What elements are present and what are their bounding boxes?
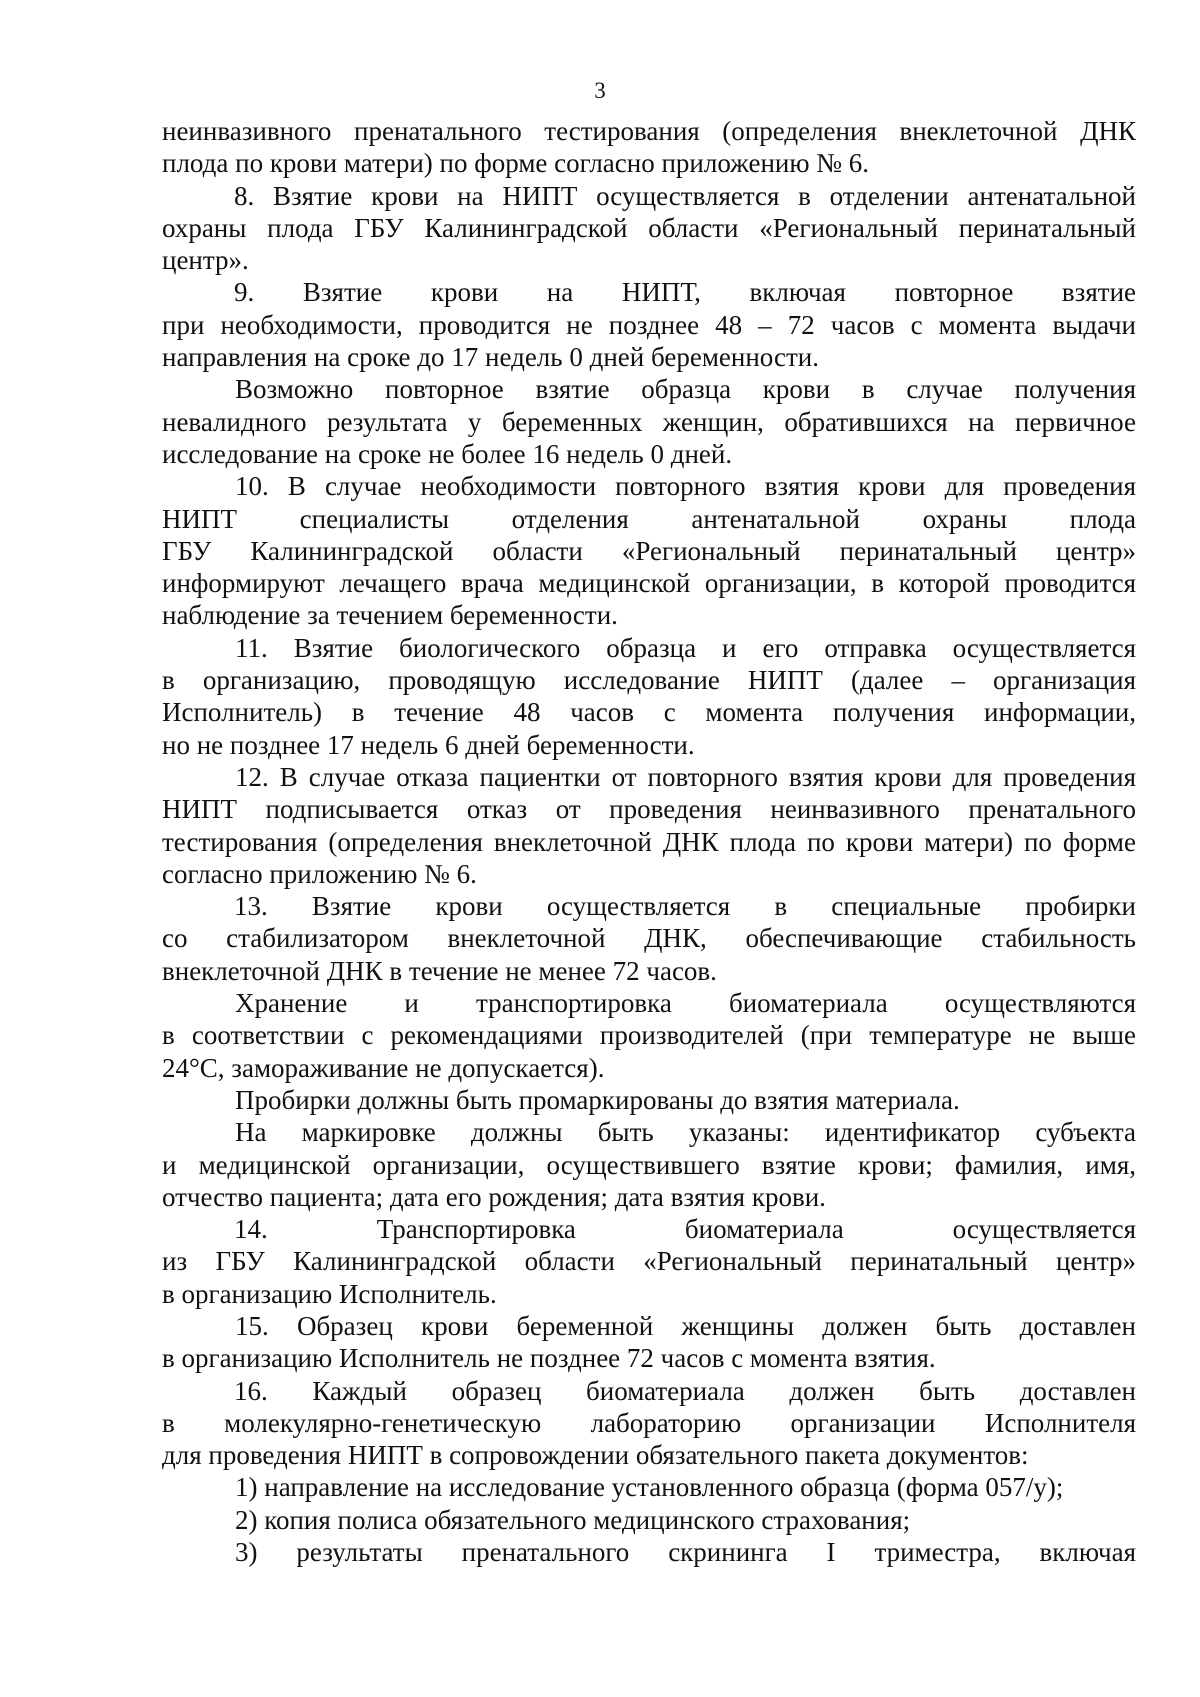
text-line: и медицинской организации, осуществившего взятие крови; фамилия, имя, [162, 1149, 1136, 1180]
text-line: согласно приложению № 6. [162, 858, 477, 889]
text-line: плода по крови матери) по форме согласно приложению № 6. [162, 148, 870, 179]
text-line: 10. В случае необходимости повторного взятия крови для проведения [235, 471, 1136, 502]
document-body [162, 115, 1136, 1568]
text-line: 9. Взятие крови на НИПТ, включая повторное взятие [234, 277, 1136, 308]
text-line: НИПТ специалисты отделения антенатальной охраны плода [162, 503, 1136, 534]
text-line: 1) направление на исследование установленного образца (форма 057/у); [235, 1472, 1064, 1503]
page-number: 3 [594, 78, 606, 103]
text-line: в организацию Исполнитель не позднее 72 часов с момента взятия. [162, 1343, 936, 1374]
text-line: для проведения НИПТ в сопровождении обязательного пакета документов: [162, 1440, 1029, 1471]
text-line: центр». [162, 245, 249, 276]
text-line: 16. Каждый образец биоматериала должен быть доставлен [234, 1375, 1136, 1406]
text-line: 2) копия полиса обязательного медицинского страхования; [235, 1504, 911, 1535]
text-line: отчество пациента; дата его рождения; дата взятия крови. [162, 1181, 826, 1212]
text-line: в организацию Исполнитель. [162, 1278, 497, 1309]
text-line: направления на сроке до 17 недель 0 дней беременности. [162, 342, 819, 373]
text-line: На маркировке должны быть указаны: идентификатор субъекта [235, 1117, 1136, 1148]
text-line: внеклеточной ДНК в течение не менее 72 часов. [162, 955, 717, 986]
text-line: 8. Взятие крови на НИПТ осуществляется в отделении антенатальной [234, 180, 1136, 211]
text-line: неинвазивного пренатального тестирования (определения внеклеточной ДНК [162, 116, 1136, 146]
text-line: из ГБУ Калининградской области «Региональный перинатальный центр» [162, 1246, 1136, 1277]
text-line: исследование на сроке не более 16 недель 0 дней. [162, 438, 733, 469]
text-line: Возможно повторное взятие образца крови в случае получения [235, 374, 1136, 405]
text-line: 13. Взятие крови осуществляется в специальные пробирки [234, 891, 1136, 922]
text-line: 24°С, замораживание не допускается). [162, 1052, 605, 1083]
text-line: 15. Образец крови беременной женщины должен быть доставлен [235, 1310, 1136, 1341]
text-line: невалидного результата у беременных женщин, обратившихся на первичное [162, 406, 1136, 437]
text-line: охраны плода ГБУ Калининградской области «Региональный перинатальный [162, 212, 1136, 243]
text-line: наблюдение за течением беременности. [162, 600, 618, 631]
text-line: тестирования (определения внеклеточной ДНК плода по крови матери) по форме [162, 826, 1136, 857]
text-line: Исполнитель) в течение 48 часов с момента получения информации, [162, 697, 1136, 728]
text-line: Пробирки должны быть промаркированы до взятия материала. [235, 1084, 960, 1115]
text-line: НИПТ подписывается отказ от проведения неинвазивного пренатального [162, 794, 1136, 825]
text-line: но не позднее 17 недель 6 дней беременности. [162, 729, 695, 760]
text-line: в молекулярно-генетическую лабораторию организации Исполнителя [162, 1407, 1136, 1438]
text-line: 12. В случае отказа пациентки от повторного взятия крови для проведения [235, 761, 1136, 792]
text-line: со стабилизатором внеклеточной ДНК, обеспечивающие стабильность [162, 923, 1136, 954]
text-line: при необходимости, проводится не позднее 48 – 72 часов с момента выдачи [162, 309, 1136, 340]
text-line: ГБУ Калининградской области «Региональный перинатальный центр» [162, 535, 1136, 566]
text-line: 14. Транспортировка биоматериала осуществляется [234, 1214, 1136, 1245]
text-line: в соответствии с рекомендациями производителей (при температуре не выше [162, 1020, 1136, 1051]
text-line: 3) результаты пренатального скрининга I триместра, включая [235, 1537, 1136, 1568]
text-line: в организацию, проводящую исследование НИПТ (далее – организация [162, 665, 1136, 696]
text-line: информируют лечащего врача медицинской организации, в которой проводится [162, 568, 1136, 599]
text-line: 11. Взятие биологического образца и его отправка осуществляется [235, 632, 1136, 663]
text-line: Хранение и транспортировка биоматериала осуществляются [235, 988, 1136, 1019]
